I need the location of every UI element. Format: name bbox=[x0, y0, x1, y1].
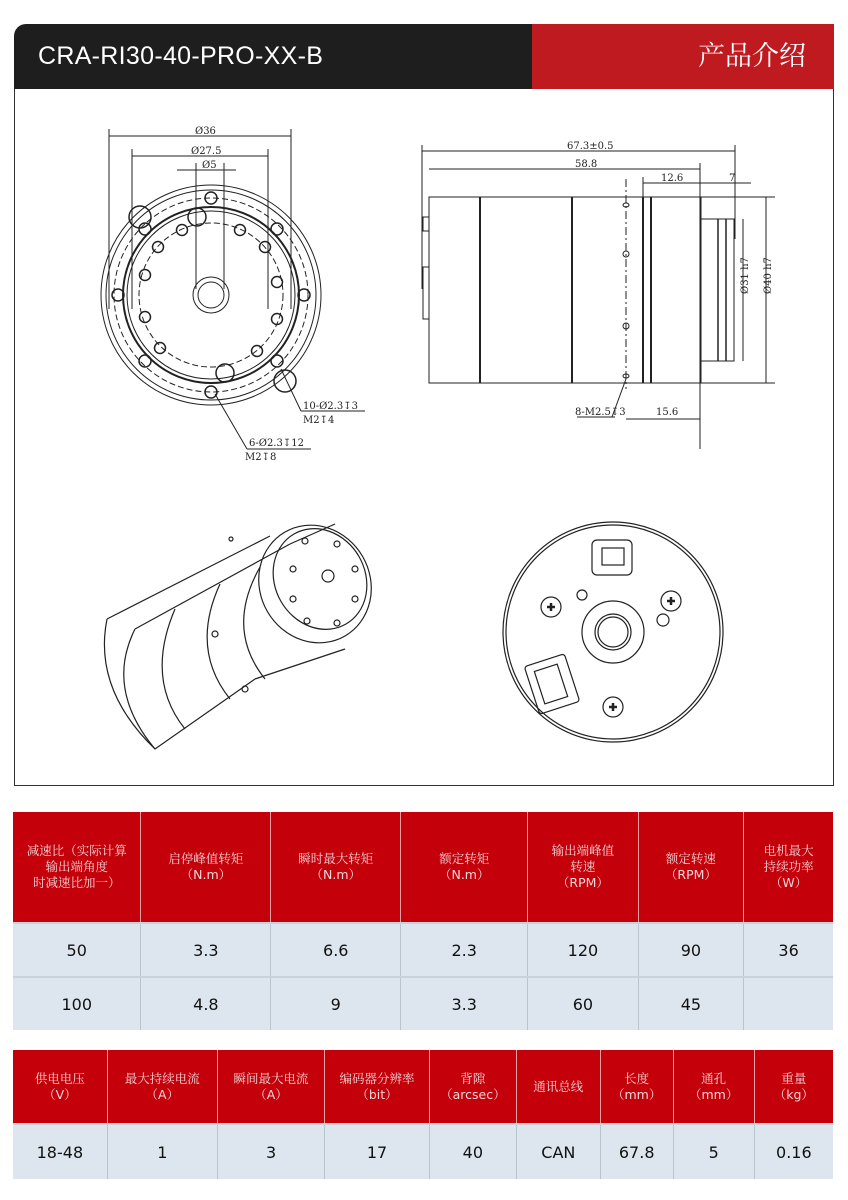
table-header-row bbox=[13, 812, 833, 923]
col-weight: 重量 （kg） bbox=[754, 1050, 833, 1124]
dim-d36: Ø36 bbox=[195, 126, 216, 137]
svg-text:M2↧8: M2↧8 bbox=[245, 452, 277, 463]
col-rated-speed: 额定转速 （RPM） bbox=[638, 812, 744, 923]
page-header bbox=[14, 24, 834, 89]
svg-text:12.6: 12.6 bbox=[661, 173, 684, 184]
col-comm-bus: 通讯总线 bbox=[516, 1050, 600, 1124]
svg-text:6-Ø2.3↧12: 6-Ø2.3↧12 bbox=[249, 438, 304, 449]
spec-table-2 bbox=[13, 1050, 833, 1179]
svg-text:8-M2.5↧3: 8-M2.5↧3 bbox=[575, 407, 626, 418]
svg-text:15.6: 15.6 bbox=[656, 407, 679, 418]
table-row: 100 4.8 9 3.3 60 45 bbox=[13, 977, 833, 1030]
table-row: 18-48 1 3 17 40 CAN 67.8 5 0.16 bbox=[13, 1124, 833, 1179]
svg-text:58.8: 58.8 bbox=[575, 159, 598, 170]
col-through-hole: 通孔 （mm） bbox=[673, 1050, 754, 1124]
svg-text:67.3±0.5: 67.3±0.5 bbox=[567, 141, 614, 152]
col-instant-max-current: 瞬间最大电流 （A） bbox=[217, 1050, 324, 1124]
svg-text:Ø40 h7: Ø40 h7 bbox=[763, 257, 774, 294]
svg-text:10-Ø2.3↧3: 10-Ø2.3↧3 bbox=[303, 401, 358, 412]
table-header-row bbox=[13, 1050, 833, 1124]
section-tag-label: 产品介绍 bbox=[698, 41, 806, 72]
rear-view-drawing bbox=[503, 522, 723, 742]
col-encoder-resolution: 编码器分辨率 （bit） bbox=[325, 1050, 430, 1124]
table-row: 50 3.3 6.6 2.3 120 90 36 bbox=[13, 923, 833, 977]
svg-text:M2↧4: M2↧4 bbox=[303, 415, 335, 426]
side-view-drawing bbox=[422, 141, 775, 449]
col-supply-voltage: 供电电压 （V） bbox=[13, 1050, 107, 1124]
col-motor-max-power: 电机最大 持续功率 （W） bbox=[744, 812, 833, 923]
svg-text:7: 7 bbox=[729, 173, 736, 184]
svg-text:Ø27.5: Ø27.5 bbox=[191, 146, 222, 157]
svg-text:Ø5: Ø5 bbox=[202, 160, 217, 171]
col-rated-torque: 额定转矩 （N.m） bbox=[401, 812, 528, 923]
section-tag bbox=[532, 24, 834, 89]
col-start-stop-peak-torque: 启停峰值转矩 （N.m） bbox=[141, 812, 271, 923]
col-reduction-ratio: 减速比（实际计算 输出端角度 时减速比加一） bbox=[13, 812, 141, 923]
model-number: CRA-RI30-40-PRO-XX-B bbox=[38, 42, 324, 70]
col-length: 长度 （mm） bbox=[600, 1050, 673, 1124]
spec-table-1 bbox=[13, 812, 833, 1030]
isometric-view-drawing bbox=[104, 505, 392, 749]
front-view-drawing bbox=[101, 126, 365, 463]
col-backlash: 背隙 （arcsec） bbox=[429, 1050, 516, 1124]
svg-text:Ø31 h7: Ø31 h7 bbox=[740, 257, 751, 294]
col-output-peak-speed: 输出端峰值 转速 （RPM） bbox=[528, 812, 638, 923]
technical-drawing-panel bbox=[14, 89, 834, 786]
col-max-continuous-current: 最大持续电流 （A） bbox=[107, 1050, 217, 1124]
col-instant-max-torque: 瞬时最大转矩 （N.m） bbox=[271, 812, 401, 923]
